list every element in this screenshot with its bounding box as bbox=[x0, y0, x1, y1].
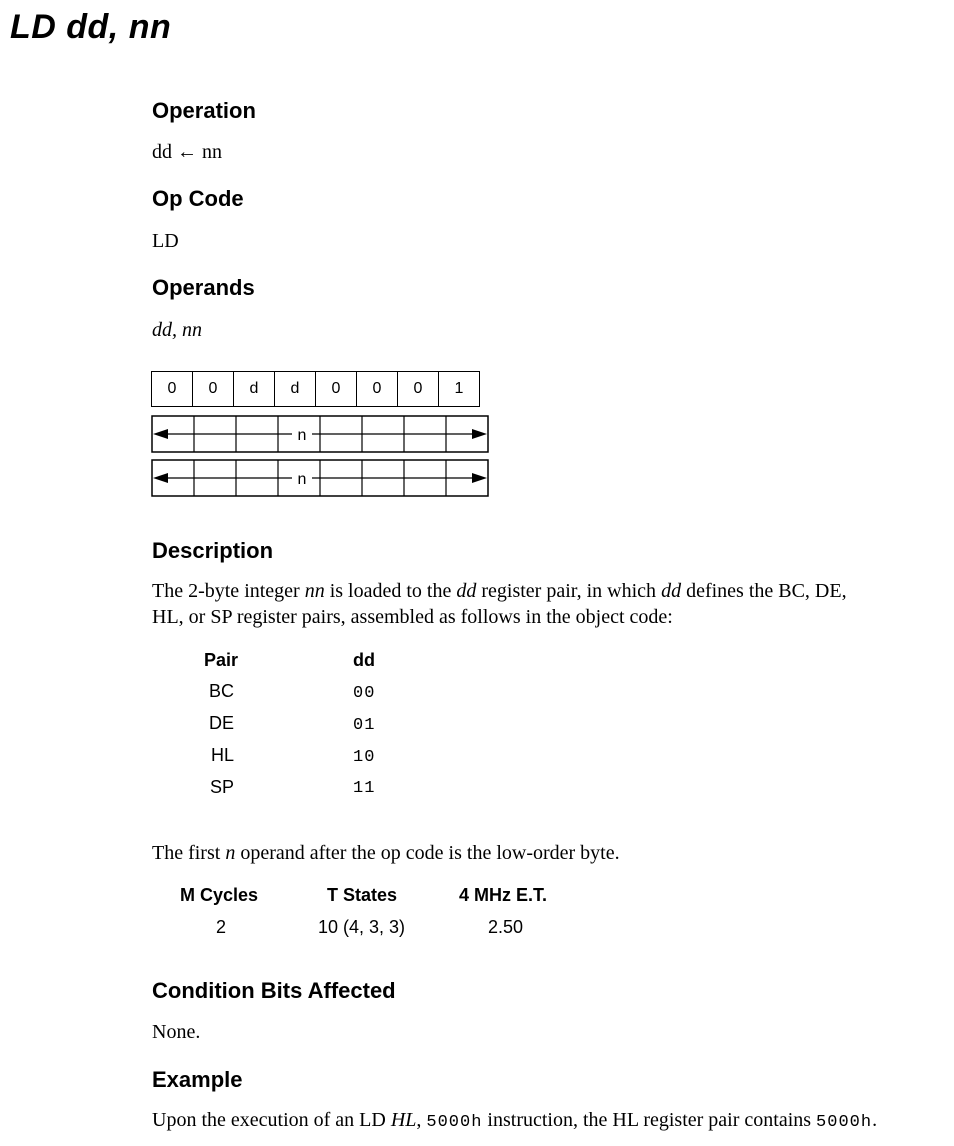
left-arrow-icon bbox=[153, 429, 168, 439]
text-run: . bbox=[872, 1109, 878, 1131]
text-run: instruction, the HL register pair contains bbox=[482, 1109, 817, 1131]
text-run: register pair, in which bbox=[476, 580, 662, 602]
dd-cell: 00 bbox=[353, 684, 376, 703]
dd-cell: 10 bbox=[353, 748, 376, 767]
text-run: operand after the op code is the low-order byte. bbox=[235, 842, 620, 864]
text-run: n bbox=[225, 842, 236, 864]
code-run: 5000h bbox=[816, 1113, 873, 1132]
text-run: is loaded to the bbox=[324, 580, 457, 602]
et-header: 4 MHz E.T. bbox=[459, 885, 548, 905]
dd-cell: 01 bbox=[353, 716, 376, 735]
pair-cell: DE bbox=[209, 713, 235, 733]
dd-column-header: dd bbox=[353, 650, 375, 670]
opcode-bit-diagram bbox=[151, 371, 480, 407]
opcode-heading: Op Code bbox=[152, 186, 244, 211]
operands-heading: Operands bbox=[152, 275, 255, 300]
text-run: nn bbox=[304, 580, 325, 602]
text-run: , bbox=[416, 1109, 427, 1131]
operation-heading: Operation bbox=[152, 98, 256, 123]
description-line-2: HL, or SP register pairs, assembled as follows in the object code: bbox=[152, 606, 673, 628]
left-arrow-icon bbox=[153, 473, 168, 483]
page-title: LD dd, nn bbox=[10, 8, 172, 46]
m-cycles-value: 2 bbox=[216, 917, 227, 937]
condition-heading: Condition Bits Affected bbox=[152, 978, 396, 1003]
right-arrow-icon bbox=[472, 473, 487, 483]
t-states-value: 10 (4, 3, 3) bbox=[318, 917, 406, 937]
low-order-note bbox=[152, 840, 620, 866]
description-heading: Description bbox=[152, 538, 274, 563]
text-run: defines the BC, DE, bbox=[681, 580, 847, 602]
bit-cell: 0 bbox=[316, 372, 357, 407]
t-states-header: T States bbox=[327, 885, 398, 905]
operand-byte-diagram-1 bbox=[150, 414, 492, 454]
bit-cell: 0 bbox=[152, 372, 193, 407]
right-arrow-icon bbox=[472, 429, 487, 439]
condition-text: None. bbox=[152, 1021, 201, 1043]
bit-cell: d bbox=[275, 372, 316, 407]
bit-cell: 0 bbox=[193, 372, 234, 407]
bit-cell: 0 bbox=[357, 372, 398, 407]
text-run: dd bbox=[661, 580, 682, 602]
bit-cell: 1 bbox=[439, 372, 480, 407]
text-run: dd bbox=[456, 580, 477, 602]
code-run: 5000h bbox=[426, 1113, 483, 1132]
text-run: Upon the execution of an LD bbox=[152, 1109, 391, 1131]
byte-label: n bbox=[297, 471, 307, 488]
pair-column-header: Pair bbox=[204, 650, 239, 670]
bit-cell: 0 bbox=[398, 372, 439, 407]
description-line-1 bbox=[152, 578, 942, 604]
pair-cell: BC bbox=[209, 681, 235, 701]
operands-text: dd, nn bbox=[152, 319, 202, 341]
operand-byte-diagram-2 bbox=[150, 458, 492, 498]
bit-cell: d bbox=[234, 372, 275, 407]
pair-cell: SP bbox=[210, 777, 235, 797]
text-run: HL bbox=[390, 1109, 417, 1131]
et-value: 2.50 bbox=[488, 917, 524, 937]
text-run: The first bbox=[152, 842, 226, 864]
opcode-text: LD bbox=[152, 230, 179, 252]
operation-text: dd ← nn bbox=[152, 141, 222, 163]
pair-cell: HL bbox=[211, 745, 235, 765]
text-run: The 2-byte integer bbox=[152, 580, 305, 602]
dd-cell: 11 bbox=[353, 779, 376, 798]
m-cycles-header: M Cycles bbox=[180, 885, 259, 905]
byte-label: n bbox=[297, 427, 307, 444]
example-text bbox=[152, 1107, 877, 1136]
example-heading: Example bbox=[152, 1067, 243, 1092]
description-paragraph bbox=[152, 578, 942, 630]
